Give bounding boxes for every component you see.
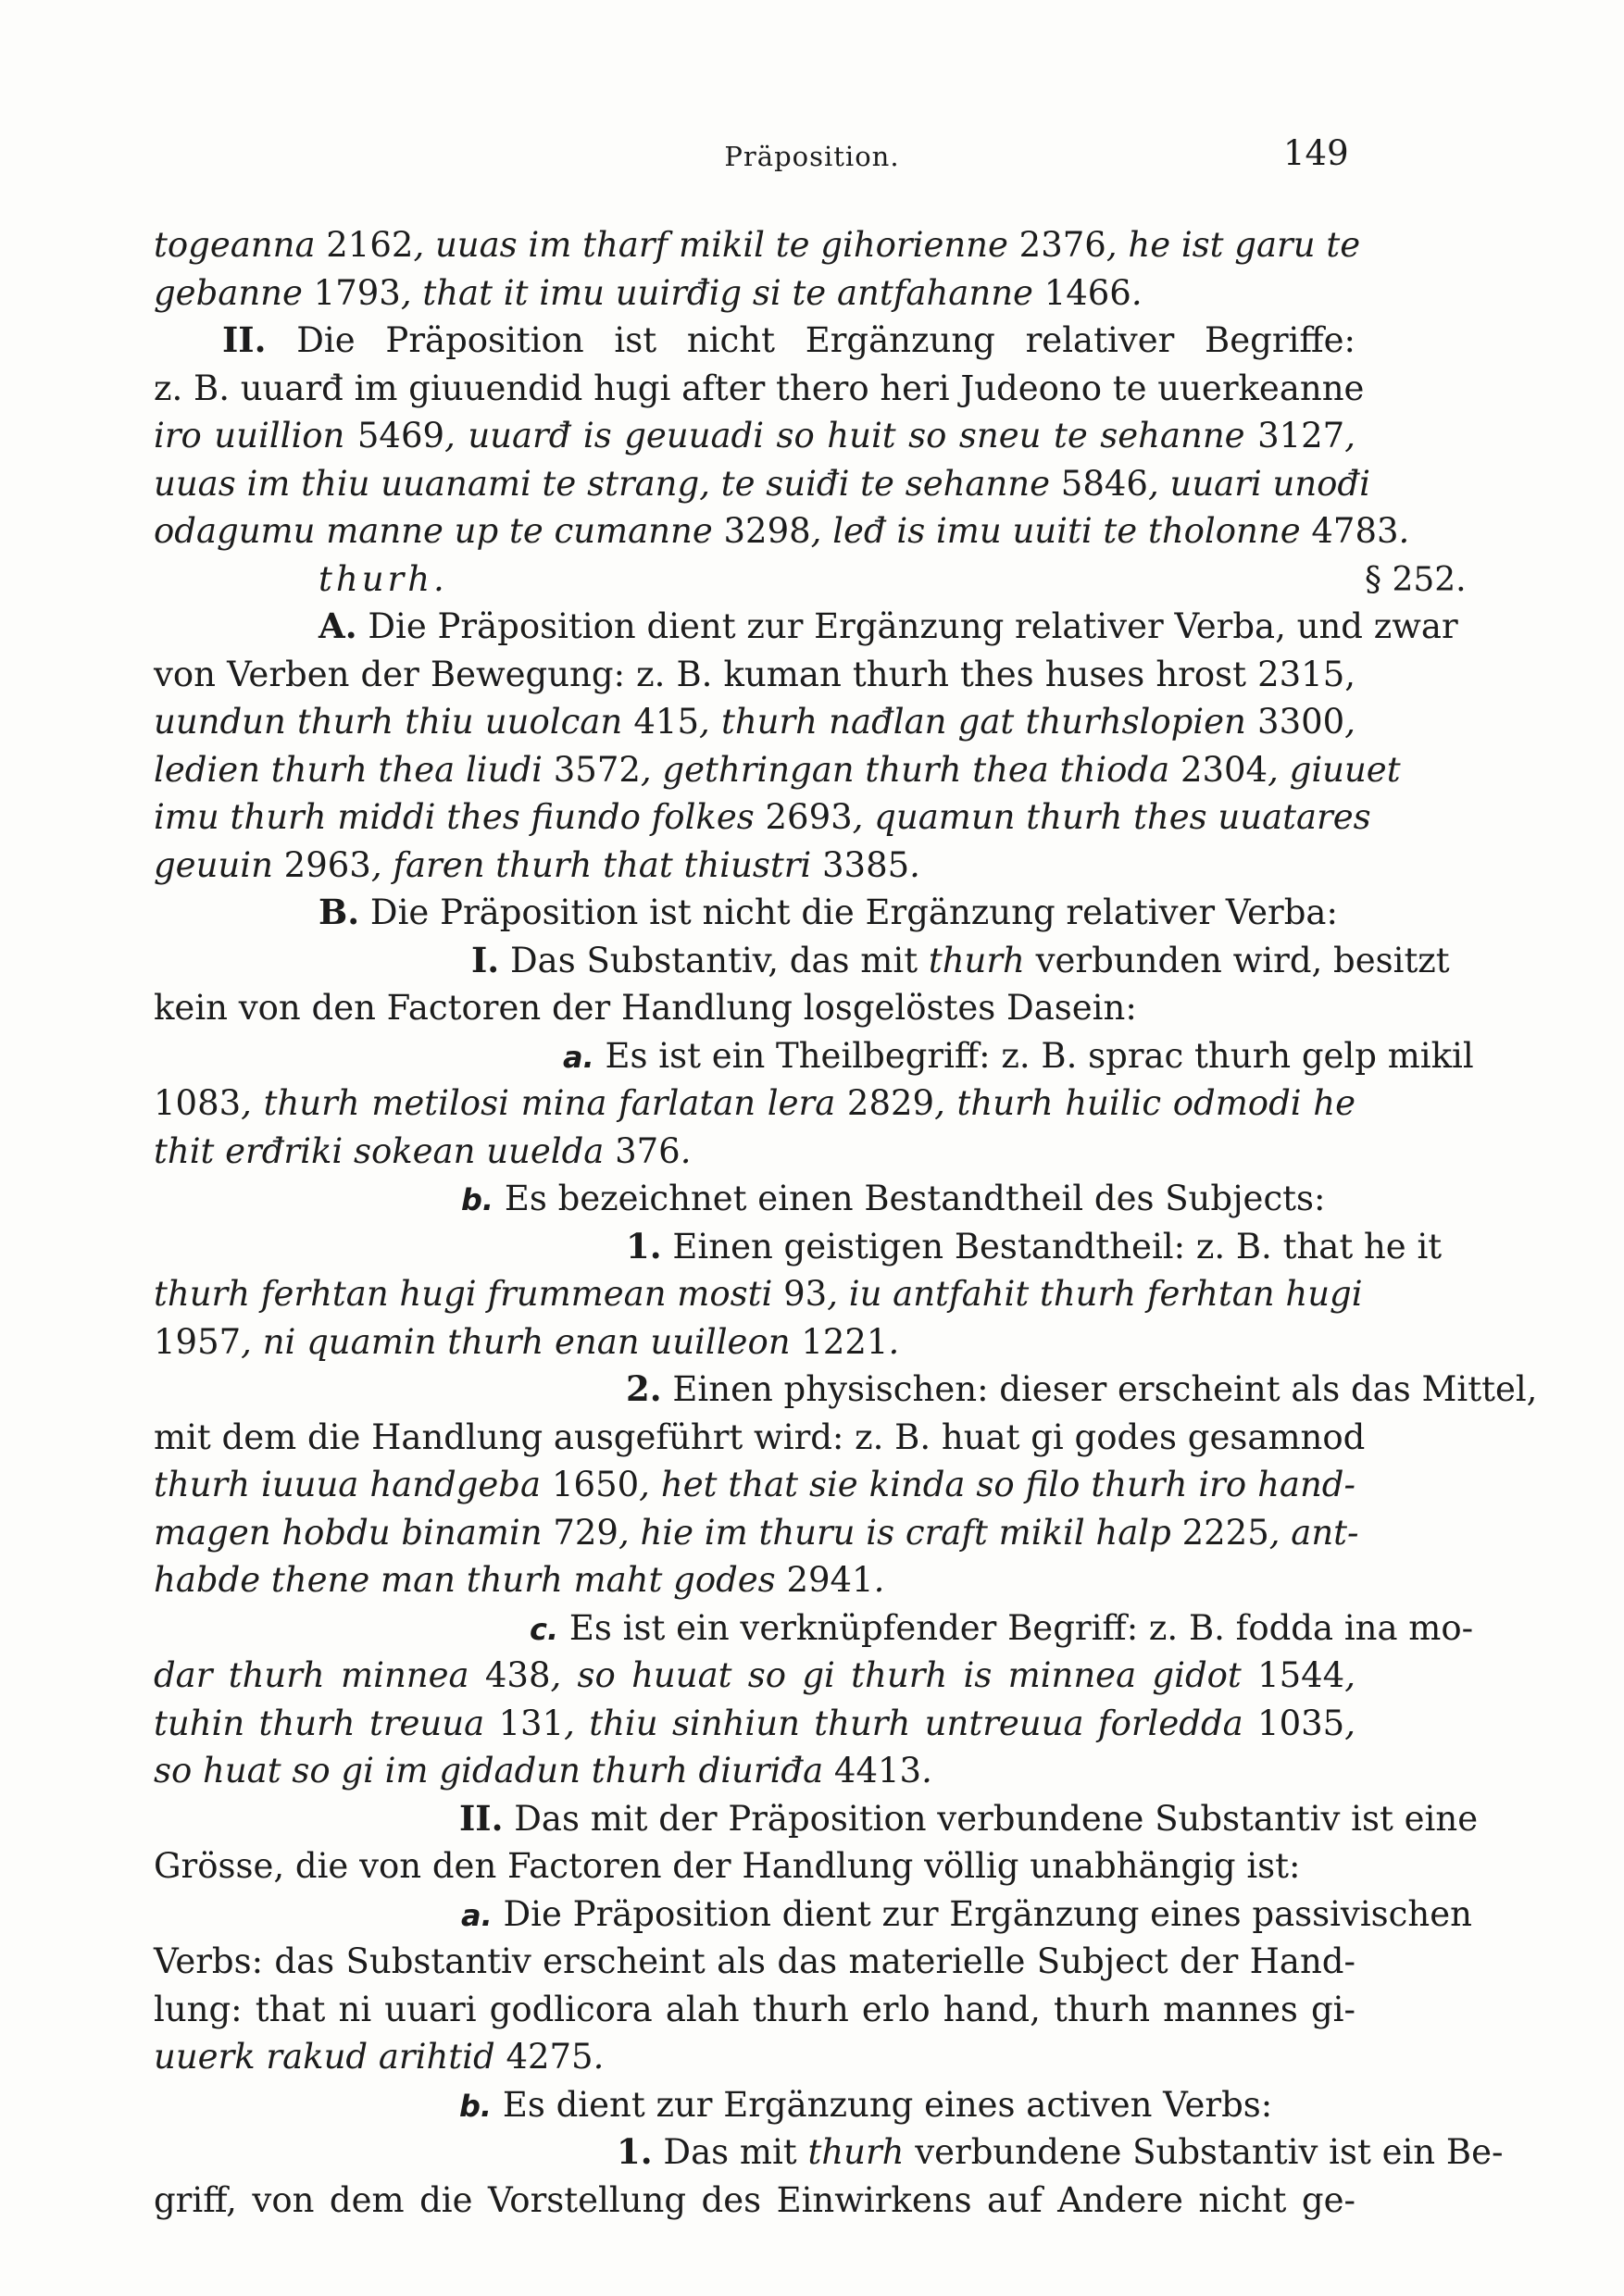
text-line: thit erđriki sokean uuelda 376. — [154, 1130, 692, 1171]
text-line: a. Es ist ein Theilbegriff: z. B. sprac thurh gelp mikil — [563, 1035, 1474, 1076]
text-line: odagumu manne up te cumanne 3298, leđ is imu uuiti te tholonne 4783. — [154, 511, 1410, 551]
text-line: so huat so gi im gidadun thurh diuriđa 4413. — [154, 1751, 932, 1791]
page-number: 149 — [1283, 133, 1349, 173]
text-line: thurh ferhtan hugi frummean mosti 93, iu antfahit thurh ferhtan hugi — [154, 1274, 1363, 1314]
text-line: thurh iuuua handgeba 1650, het that sie kinda so filo thurh iro hand- — [154, 1465, 1355, 1504]
text-line: Verbs: das Substantiv erscheint als das materielle Subject der Hand- — [154, 1941, 1355, 1981]
section-mark: § 252. — [1365, 561, 1467, 599]
text-line: I. Das Substantiv, das mit thurh verbunden wird, besitzt — [471, 939, 1450, 980]
text-line: A. Die Präposition dient zur Ergänzung relativer Verba, und zwar — [319, 605, 1458, 646]
text-line: uuas im thiu uuanami te strang, te suiđi te sehanne 5846, uuari unođi — [154, 463, 1370, 504]
text-line: magen hobdu binamin 729, hie im thuru is craft mikil halp 2225, ant- — [154, 1512, 1359, 1553]
text-line: 1957, ni quamin thurh enan uuilleon 1221. — [154, 1321, 900, 1362]
text-line: c. Es ist ein verknüpfender Begriff: z. B. fodda ina mo- — [530, 1607, 1474, 1648]
text-line: B. Die Präposition ist nicht die Ergänzung relativer Verba: — [319, 892, 1338, 932]
text-line: habde thene man thurh maht godes 2941. — [154, 1560, 885, 1600]
text-line: tuhin thurh treuua 131, thiu sinhiun thurh untreuua forledda 1035, — [154, 1703, 1355, 1743]
text-line: ledien thurh thea liudi 3572, gethringan thurh thea thioda 2304, giuuet — [154, 749, 1401, 790]
text-line: kein von den Factoren der Handlung losgelöstes Dasein: — [154, 988, 1137, 1028]
text-line: Grösse, die von den Factoren der Handlung völlig unabhängig ist: — [154, 1846, 1301, 1886]
text-line: 1. Das mit thurh verbundene Substantiv ist ein Be- — [617, 2131, 1504, 2172]
text-line: 1083, thurh metilosi mina farlatan lera 2829, thurh huilic odmodi he — [154, 1083, 1355, 1123]
text-line: von Verben der Bewegung: z. B. kuman thurh thes huses hrost 2315, — [154, 654, 1355, 694]
text-line: togeanna 2162, uuas im tharf mikil te gihorienne 2376, he ist garu te — [154, 225, 1361, 265]
text-line: iro uuillion 5469, uuarđ is geuuadi so huit so sneu te sehanne 3127, — [154, 416, 1355, 455]
text-line: geuuin 2963, faren thurh that thiustri 3385. — [154, 844, 920, 885]
text-line: 2. Einen physischen: dieser erscheint als das Mittel, — [626, 1368, 1538, 1409]
text-line: imu thurh middi thes fiundo folkes 2693, quamun thurh thes uuatares — [154, 797, 1371, 837]
text-line: b. Es dient zur Ergänzung eines activen Verbs: — [459, 2084, 1273, 2125]
text-line: uuerk rakud arihtid 4275. — [154, 2037, 605, 2077]
text-line: griff, von dem die Vorstellung des Einwirkens auf Andere nicht ge- — [154, 2179, 1355, 2220]
text-line: a. Die Präposition dient zur Ergänzung eines passivischen — [461, 1893, 1472, 1934]
section-keyword: thurh. — [319, 558, 448, 599]
text-line: uundun thurh thiu uuolcan 415, thurh nađlan gat thurhslopien 3300, — [154, 702, 1355, 742]
running-title: Präposition. — [724, 141, 900, 172]
text-line: II. Die Präposition ist nicht Ergänzung relativer Begriffe: — [222, 319, 1355, 360]
text-line: b. Es bezeichnet einen Bestandtheil des Subjects: — [461, 1179, 1326, 1218]
text-line: z. B. uuarđ im giuuendid hugi after thero heri Judeono te uuerkeanne — [154, 368, 1365, 408]
text-line: dar thurh minnea 438, so huuat so gi thurh is minnea gidot 1544, — [154, 1655, 1355, 1695]
text-line: II. Das mit der Präposition verbundene Substantiv ist eine — [459, 1797, 1479, 1839]
text-line: mit dem die Handlung ausgeführt wird: z. B. huat gi godes gesamnod — [154, 1416, 1366, 1457]
text-line: 1. Einen geistigen Bestandtheil: z. B. that he it — [626, 1225, 1443, 1267]
text-line: gebanne 1793, that it imu uuirđig si te antfahanne 1466. — [154, 272, 1143, 313]
text-line: lung: that ni uuari godlicora alah thurh erlo hand, thurh mannes gi- — [154, 1989, 1355, 2029]
